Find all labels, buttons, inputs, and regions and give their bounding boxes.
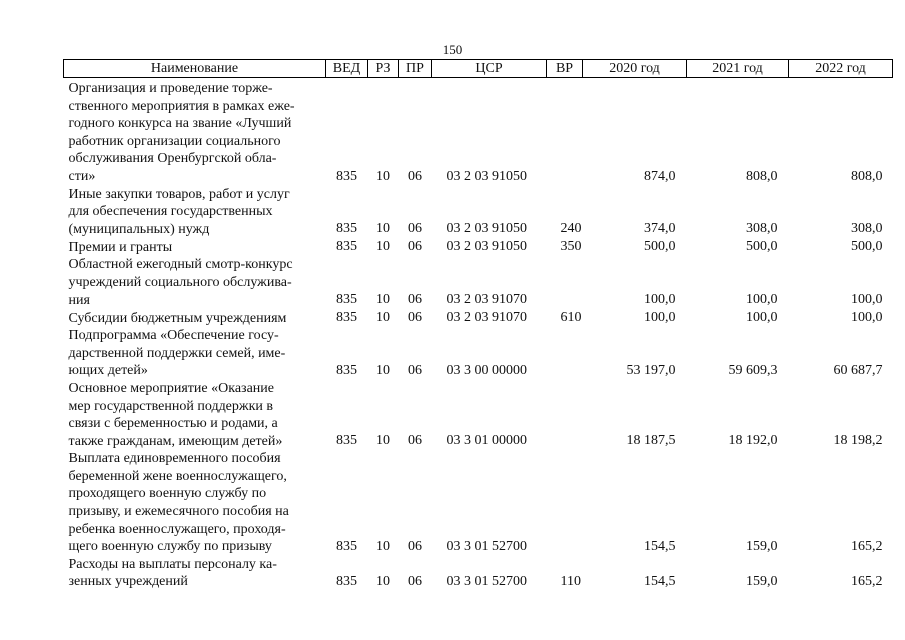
cell-csr: 03 3 01 52700 [446, 538, 527, 554]
table-body [64, 78, 893, 592]
cell-ved: 835 [336, 292, 357, 308]
cell-vr: 110 [560, 574, 581, 590]
cell-name [64, 556, 326, 591]
name-line: Субсидии бюджетным учреждениям [68, 310, 287, 326]
column-header-rz: РЗ [368, 60, 399, 78]
name-line: мер государственной поддержки в [68, 398, 273, 414]
cell-name [64, 309, 326, 327]
cell-vr [547, 380, 583, 450]
cell-ved: 835 [336, 168, 357, 184]
cell-pr: 06 [408, 538, 422, 554]
cell-ved: 835 [336, 362, 357, 378]
table-row [64, 380, 893, 450]
table-row [64, 80, 893, 186]
cell-ved: 835 [336, 538, 357, 554]
column-header-name: Наименование [64, 60, 326, 78]
column-header-ved: ВЕД [326, 60, 368, 78]
cell-csr: 03 2 03 91050 [446, 239, 527, 255]
cell-ved: 835 [336, 239, 357, 255]
cell-rz: 10 [376, 362, 390, 378]
cell-2020: 18 187,5 [626, 433, 676, 449]
cell-2020: 154,5 [644, 538, 676, 554]
name-line: щего военную службу по призыву [68, 539, 272, 555]
name-line: сти» [68, 168, 96, 184]
column-header-vr: ВР [547, 60, 583, 78]
name-line: Выплата единовременного пособия [68, 451, 281, 467]
cell-ved: 835 [336, 574, 357, 590]
name-line: дарственной поддержки семей, име- [68, 345, 286, 361]
cell-csr: 03 3 00 00000 [446, 362, 527, 378]
cell-ved: 835 [336, 433, 357, 449]
cell-pr: 06 [408, 310, 422, 326]
cell-2022: 808,0 [851, 168, 883, 184]
cell-2022: 18 198,2 [833, 433, 883, 449]
cell-2022: 308,0 [851, 221, 883, 237]
cell-2020: 53 197,0 [626, 362, 676, 378]
cell-2021: 59 609,3 [728, 362, 778, 378]
cell-pr: 06 [408, 433, 422, 449]
name-line: Расходы на выплаты персоналу ка- [68, 556, 277, 572]
name-line: Премии и гранты [68, 239, 173, 255]
name-line: годного конкурса на звание «Лучший [68, 116, 292, 132]
cell-name [64, 450, 326, 556]
cell-name [64, 186, 326, 239]
cell-rz: 10 [376, 538, 390, 554]
cell-2022: 500,0 [851, 239, 883, 255]
cell-pr: 06 [408, 221, 422, 237]
cell-2022: 100,0 [851, 292, 883, 308]
cell-name [64, 327, 326, 380]
cell-csr: 03 2 03 91050 [446, 168, 527, 184]
name-line: Организация и проведение торже- [68, 81, 273, 96]
cell-name [64, 238, 326, 256]
cell-rz: 10 [376, 310, 390, 326]
cell-csr: 03 2 03 91070 [446, 310, 527, 326]
name-line: также гражданам, имеющим детей» [68, 433, 283, 449]
column-header-2021: 2021 год [687, 60, 789, 78]
cell-vr: 610 [560, 310, 582, 326]
cell-2021: 159,0 [746, 574, 778, 590]
name-line: Подпрограмма «Обеспечение госу- [68, 328, 279, 344]
cell-vr [547, 256, 583, 309]
cell-vr [547, 80, 583, 186]
cell-vr: 350 [560, 239, 582, 255]
cell-rz: 10 [376, 433, 390, 449]
name-line: обслуживания Оренбургской обла- [68, 151, 277, 167]
name-line: призыву, и ежемесячного пособия на [68, 504, 289, 520]
table-row [64, 256, 893, 309]
cell-2020: 154,5 [644, 574, 676, 590]
table-header-row [64, 60, 893, 78]
table-row [64, 186, 893, 239]
table-row [64, 327, 893, 380]
table-row [64, 556, 893, 591]
cell-csr: 03 3 01 52700 [446, 574, 527, 590]
budget-table [63, 59, 893, 591]
cell-name [64, 80, 326, 186]
cell-rz: 10 [376, 574, 390, 590]
cell-rz: 10 [376, 168, 390, 184]
cell-rz: 10 [376, 292, 390, 308]
name-line: ственного мероприятия в рамках еже- [68, 98, 295, 114]
cell-2022: 100,0 [851, 310, 883, 326]
cell-pr: 06 [408, 362, 422, 378]
column-header-2022: 2022 год [789, 60, 893, 78]
cell-2021: 808,0 [746, 168, 778, 184]
name-line: Основное мероприятие «Оказание [68, 380, 274, 396]
cell-pr: 06 [408, 239, 422, 255]
column-header-csr: ЦСР [432, 60, 547, 78]
name-line: Иные закупки товаров, работ и услуг [68, 186, 290, 202]
cell-2021: 308,0 [746, 221, 778, 237]
cell-csr: 03 3 01 00000 [446, 433, 527, 449]
cell-2022: 165,2 [851, 538, 883, 554]
table-row [64, 309, 893, 327]
cell-vr [547, 327, 583, 380]
cell-2021: 100,0 [746, 310, 778, 326]
cell-rz: 10 [376, 239, 390, 255]
cell-ved: 835 [336, 221, 357, 237]
cell-pr: 06 [408, 574, 422, 590]
cell-rz: 10 [376, 221, 390, 237]
name-line: (муниципальных) нужд [68, 221, 210, 237]
name-line: связи с беременностью и родами, а [68, 416, 278, 432]
cell-2022: 60 687,7 [833, 362, 883, 378]
cell-2021: 18 192,0 [728, 433, 778, 449]
cell-name [64, 256, 326, 309]
cell-ved: 835 [336, 310, 357, 326]
page-number: 150 [442, 42, 463, 57]
cell-2021: 100,0 [746, 292, 778, 308]
cell-2020: 374,0 [644, 221, 676, 237]
name-line: работник организации социального [68, 133, 281, 149]
name-line: ющих детей» [68, 363, 148, 379]
cell-2020: 100,0 [644, 310, 676, 326]
name-line: проходящего военную службу по [68, 486, 267, 502]
name-line: для обеспечения государственных [68, 204, 273, 220]
cell-2020: 500,0 [644, 239, 676, 255]
cell-2020: 100,0 [644, 292, 676, 308]
table-row [64, 450, 893, 556]
column-header-2020: 2020 год [583, 60, 687, 78]
name-line: Областной ежегодный смотр-конкурс [68, 257, 293, 273]
name-line: ребенка военнослужащего, проходя- [68, 521, 286, 537]
cell-pr: 06 [408, 168, 422, 184]
cell-2021: 159,0 [746, 538, 778, 554]
cell-pr: 06 [408, 292, 422, 308]
cell-vr: 240 [560, 221, 582, 237]
cell-name [64, 380, 326, 450]
cell-vr [547, 450, 583, 556]
cell-2022: 165,2 [851, 574, 883, 590]
name-line: беременной жене военнослужащего, [68, 468, 287, 484]
cell-csr: 03 2 03 91050 [446, 221, 527, 237]
cell-csr: 03 2 03 91070 [446, 292, 527, 308]
cell-2020: 874,0 [644, 168, 676, 184]
name-line: ния [68, 292, 90, 308]
table-row [64, 238, 893, 256]
name-line: зенных учреждений [68, 574, 188, 590]
cell-2021: 500,0 [746, 239, 778, 255]
column-header-pr: ПР [399, 60, 432, 78]
name-line: учреждений социального обслужива- [68, 274, 292, 290]
